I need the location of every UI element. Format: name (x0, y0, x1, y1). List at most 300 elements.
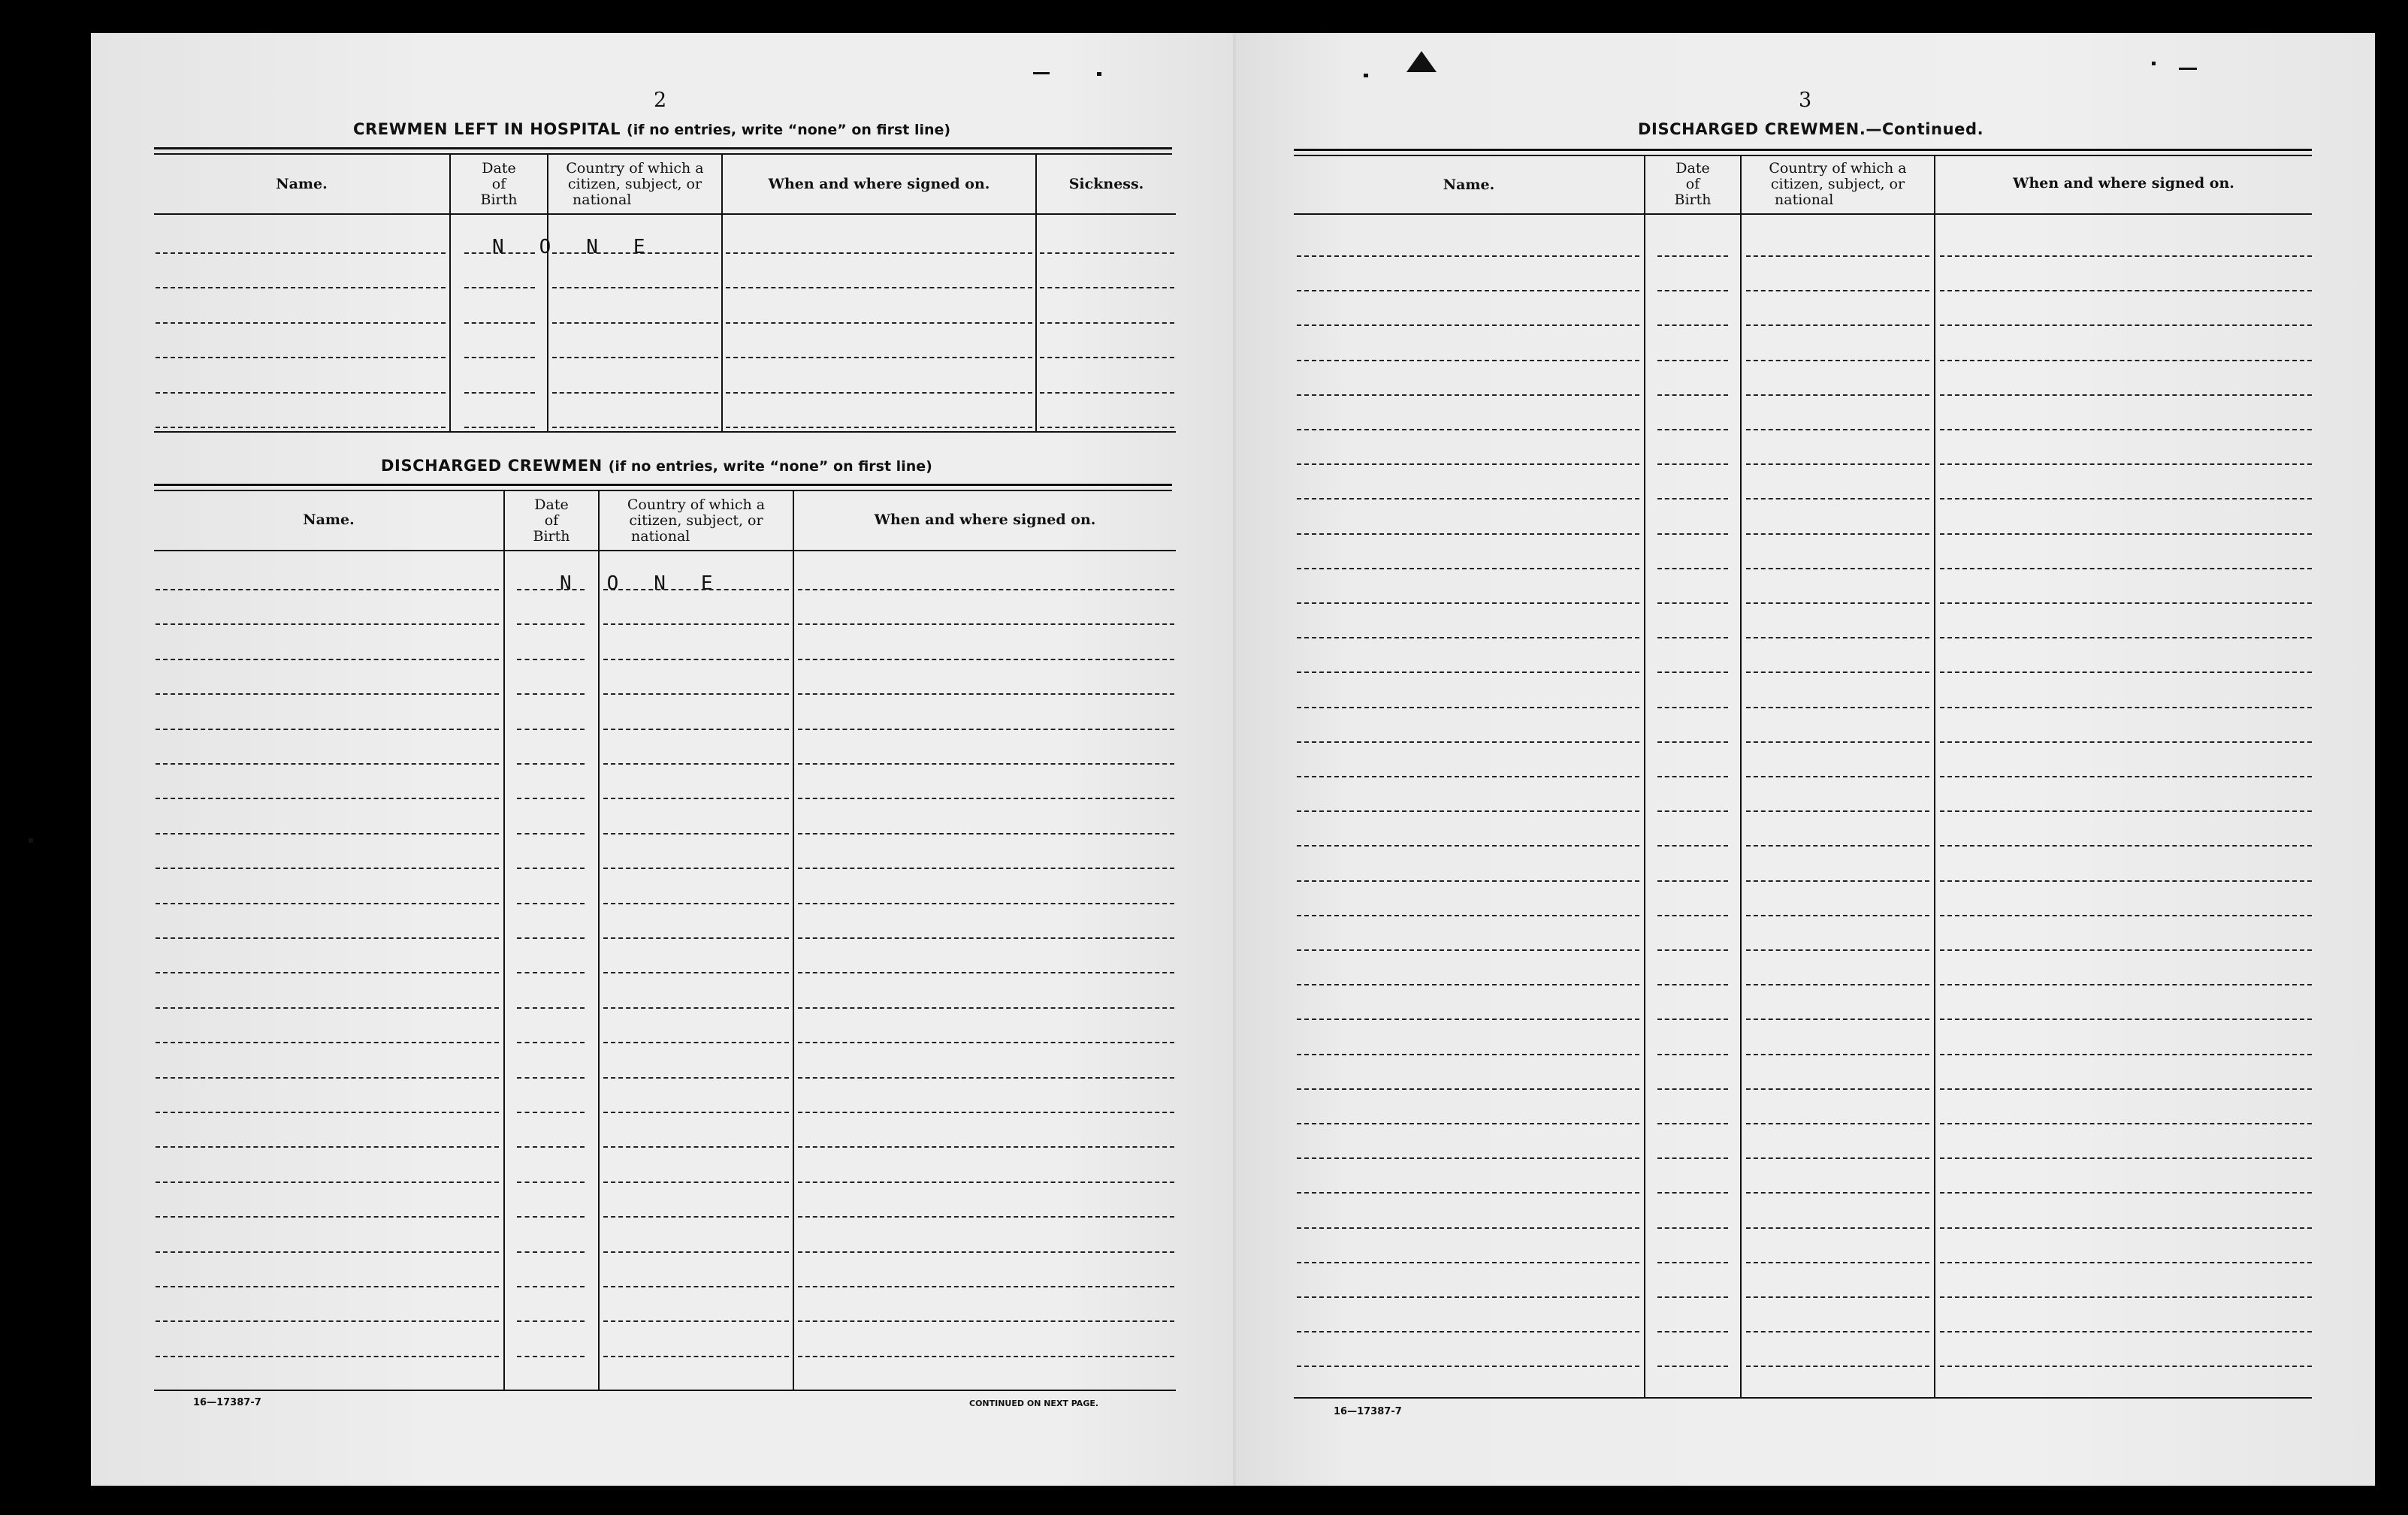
entry-line (517, 1112, 585, 1113)
entry-line (464, 392, 535, 394)
entry-line (1940, 949, 2312, 951)
entry-line (726, 322, 1032, 324)
entry-line (1657, 394, 1728, 396)
scan-speck (2179, 68, 2197, 70)
entry-line (798, 729, 1174, 730)
entry-line (156, 1182, 499, 1183)
table-bottom-rule (1294, 1397, 2312, 1399)
typed-none-entry: N O N E (560, 572, 713, 595)
entry-line (156, 392, 446, 394)
col-header-signed-on: When and where signed on. (768, 176, 990, 192)
column-divider (1035, 153, 1037, 431)
entry-line (798, 1356, 1174, 1357)
entry-line (798, 623, 1174, 625)
entry-line (1940, 1262, 2312, 1263)
table-bottom-rule (154, 431, 1176, 433)
entry-line (1657, 880, 1728, 882)
entry-line (1940, 1366, 2312, 1367)
entry-line (603, 972, 789, 973)
entry-line (156, 252, 446, 254)
scan-speck (1364, 74, 1368, 77)
entry-line (517, 1077, 585, 1079)
entry-line (1297, 429, 1639, 430)
triangle-mark-icon (1405, 50, 1438, 75)
entry-line (1746, 1262, 1929, 1263)
entry-line (798, 1320, 1174, 1322)
entry-line (603, 623, 789, 625)
entry-line (1940, 810, 2312, 812)
entry-line (1297, 394, 1639, 396)
entry-line (1940, 671, 2312, 673)
entry-line (798, 833, 1174, 834)
entry-line (1657, 498, 1728, 499)
entry-line (156, 903, 499, 904)
entry-line (1940, 707, 2312, 708)
entry-line (517, 833, 585, 834)
entry-line (1940, 1157, 2312, 1159)
entry-line (798, 1077, 1174, 1079)
entry-line (1940, 394, 2312, 396)
discharged-title-note: (if no entries, write “none” on first line) (608, 458, 932, 475)
entry-line (1746, 1088, 1929, 1090)
right-page (1234, 33, 2375, 1486)
entry-line (552, 287, 718, 288)
entry-line (156, 937, 499, 939)
entry-line (1940, 984, 2312, 985)
entry-line (156, 1042, 499, 1043)
entry-line (1940, 429, 2312, 430)
entry-line (1746, 290, 1929, 291)
entry-line (726, 427, 1032, 428)
entry-line (603, 693, 789, 695)
entry-line (1940, 637, 2312, 638)
entry-line (1940, 776, 2312, 777)
entry-line (726, 287, 1032, 288)
entry-line (517, 1042, 585, 1043)
entry-line (798, 1146, 1174, 1148)
scan-speck (29, 838, 33, 843)
entry-line (1940, 1123, 2312, 1124)
entry-line (1746, 845, 1929, 847)
entry-line (517, 1146, 585, 1148)
entry-line (1297, 915, 1639, 916)
entry-line (1297, 776, 1639, 777)
col-header-name: Name. (303, 512, 355, 528)
entry-line (1940, 463, 2312, 465)
entry-line (1940, 915, 2312, 916)
entry-line (1297, 1331, 1639, 1332)
entry-line (517, 903, 585, 904)
entry-line (798, 1216, 1174, 1218)
entry-line (517, 1007, 585, 1009)
col-header-date-of-birth: Date of Birth (1674, 160, 1712, 208)
continued-note: CONTINUED ON NEXT PAGE. (969, 1399, 1099, 1408)
entry-line (1657, 1123, 1728, 1124)
entry-line (1746, 810, 1929, 812)
column-divider (1740, 155, 1742, 1397)
entry-line (552, 357, 718, 358)
entry-line (603, 763, 789, 765)
entry-line (1657, 1296, 1728, 1298)
entry-line (1297, 602, 1639, 604)
entry-line (1297, 498, 1639, 499)
entry-line (603, 903, 789, 904)
entry-line (1746, 880, 1929, 882)
entry-line (1940, 602, 2312, 604)
scan-speck (1097, 72, 1101, 76)
entry-line (1746, 637, 1929, 638)
entry-line (1746, 1019, 1929, 1020)
table-top-rule (154, 147, 1172, 149)
col-header-country: Country of which a citizen, subject, or national (1769, 160, 1907, 208)
entry-line (156, 1112, 499, 1113)
entry-line (1746, 1331, 1929, 1332)
column-divider (1934, 155, 1935, 1397)
entry-line (798, 868, 1174, 869)
entry-line (1657, 1366, 1728, 1367)
entry-line (798, 798, 1174, 799)
entry-line (798, 1182, 1174, 1183)
entry-line (1940, 568, 2312, 569)
entry-line (156, 1077, 499, 1079)
column-divider (598, 490, 600, 1390)
entry-line (156, 833, 499, 834)
entry-line (156, 589, 499, 590)
entry-line (552, 392, 718, 394)
entry-line (1297, 1019, 1639, 1020)
entry-line (156, 729, 499, 730)
entry-line (798, 937, 1174, 939)
entry-line (1746, 1366, 1929, 1367)
entry-line (603, 833, 789, 834)
entry-line (517, 798, 585, 799)
entry-line (1297, 1088, 1639, 1090)
entry-line (1297, 949, 1639, 951)
entry-line (603, 729, 789, 730)
entry-line (1657, 463, 1728, 465)
entry-line (1657, 1331, 1728, 1332)
entry-line (1940, 1054, 2312, 1055)
table-top-rule (154, 484, 1172, 486)
entry-line (798, 1251, 1174, 1253)
entry-line (517, 729, 585, 730)
column-divider (793, 490, 794, 1390)
entry-line (1746, 1296, 1929, 1298)
entry-line (1040, 392, 1174, 394)
entry-line (1657, 602, 1728, 604)
entry-line (1297, 1296, 1639, 1298)
entry-line (1657, 290, 1728, 291)
entry-line (156, 693, 499, 695)
entry-line (464, 322, 535, 324)
entry-line (1657, 568, 1728, 569)
typed-none-entry: N O N E (492, 236, 645, 258)
entry-line (1746, 1227, 1929, 1229)
hospital-title-text: CREWMEN LEFT IN HOSPITAL (353, 120, 621, 138)
entry-line (156, 1320, 499, 1322)
entry-line (1657, 533, 1728, 535)
table-bottom-rule (154, 1390, 1176, 1391)
entry-line (1940, 498, 2312, 499)
entry-line (156, 659, 499, 660)
entry-line (798, 1112, 1174, 1113)
entry-line (1746, 1192, 1929, 1194)
entry-line (1297, 741, 1639, 743)
table-top-rule (1294, 155, 2312, 156)
entry-line (603, 1320, 789, 1322)
entry-line (1657, 429, 1728, 430)
entry-line (517, 659, 585, 660)
entry-line (156, 1216, 499, 1218)
entry-line (464, 252, 535, 254)
entry-line (1746, 776, 1929, 777)
entry-line (603, 1216, 789, 1218)
entry-line (1297, 1262, 1639, 1263)
entry-line (1297, 1123, 1639, 1124)
discharged-section-title (381, 457, 932, 475)
column-divider (1644, 155, 1645, 1397)
entry-line (517, 1286, 585, 1287)
entry-line (156, 763, 499, 765)
entry-line (1657, 255, 1728, 257)
discharged-title-text: DISCHARGED CREWMEN (381, 457, 603, 475)
entry-line (1746, 1123, 1929, 1124)
entry-line (1297, 1192, 1639, 1194)
entry-line (1657, 1262, 1728, 1263)
col-header-name: Name. (1443, 177, 1495, 193)
entry-line (798, 589, 1174, 590)
entry-line (1657, 1192, 1728, 1194)
entry-line (1746, 324, 1929, 326)
col-header-date-of-birth: Date of Birth (533, 496, 570, 545)
entry-line (517, 763, 585, 765)
column-divider (721, 153, 723, 431)
entry-line (156, 623, 499, 625)
form-number: 16—17387-7 (1334, 1406, 1402, 1417)
entry-line (1657, 637, 1728, 638)
form-number: 16—17387-7 (193, 1397, 261, 1408)
entry-line (1657, 671, 1728, 673)
entry-line (798, 903, 1174, 904)
entry-line (798, 1007, 1174, 1009)
entry-line (517, 1251, 585, 1253)
entry-line (1940, 360, 2312, 361)
entry-line (156, 1286, 499, 1287)
entry-line (1657, 810, 1728, 812)
scan-speck (1033, 72, 1050, 74)
entry-line (1297, 880, 1639, 882)
entry-line (726, 252, 1032, 254)
entry-line (156, 287, 446, 288)
entry-line (726, 392, 1032, 394)
entry-line (517, 623, 585, 625)
entry-line (517, 868, 585, 869)
hospital-section-title (353, 120, 950, 138)
entry-line (464, 287, 535, 288)
entry-line (156, 972, 499, 973)
header-bottom-rule (154, 550, 1176, 551)
page-gutter (1233, 33, 1236, 1486)
entry-line (1940, 741, 2312, 743)
entry-line (1746, 1157, 1929, 1159)
hospital-title-note: (if no entries, write “none” on first line) (627, 122, 951, 138)
entry-line (1297, 637, 1639, 638)
entry-line (1297, 324, 1639, 326)
entry-line (1746, 394, 1929, 396)
entry-line (1297, 1366, 1639, 1367)
entry-line (1040, 427, 1174, 428)
left-page (91, 33, 1234, 1486)
entry-line (798, 763, 1174, 765)
entry-line (1297, 360, 1639, 361)
header-bottom-rule (154, 213, 1176, 215)
entry-line (1297, 533, 1639, 535)
entry-line (603, 1356, 789, 1357)
entry-line (1940, 255, 2312, 257)
entry-line (1940, 1331, 2312, 1332)
entry-line (517, 1320, 585, 1322)
entry-line (552, 252, 718, 254)
entry-line (1297, 671, 1639, 673)
entry-line (603, 1007, 789, 1009)
entry-line (1657, 324, 1728, 326)
entry-line (1297, 1054, 1639, 1055)
entry-line (464, 357, 535, 358)
entry-line (1657, 1157, 1728, 1159)
entry-line (1657, 984, 1728, 985)
entry-line (603, 589, 789, 590)
table-top-rule (154, 490, 1172, 491)
entry-line (1746, 602, 1929, 604)
entry-line (603, 1286, 789, 1287)
entry-line (1746, 463, 1929, 465)
entry-line (1746, 498, 1929, 499)
entry-line (517, 937, 585, 939)
entry-line (603, 1077, 789, 1079)
col-header-signed-on: When and where signed on. (2013, 175, 2234, 192)
entry-line (156, 1007, 499, 1009)
entry-line (1657, 915, 1728, 916)
col-header-date-of-birth: Date of Birth (480, 160, 518, 208)
entry-line (1657, 360, 1728, 361)
entry-line (1297, 845, 1639, 847)
entry-line (517, 972, 585, 973)
entry-line (1297, 707, 1639, 708)
entry-line (517, 589, 585, 590)
scan-speck (2152, 62, 2156, 65)
entry-line (1040, 287, 1174, 288)
entry-line (1746, 1054, 1929, 1055)
entry-line (1746, 741, 1929, 743)
entry-line (603, 868, 789, 869)
entry-line (603, 1146, 789, 1148)
entry-line (1940, 324, 2312, 326)
entry-line (603, 1251, 789, 1253)
entry-line (464, 427, 535, 428)
entry-line (1297, 1227, 1639, 1229)
entry-line (156, 868, 499, 869)
entry-line (1040, 357, 1174, 358)
page-number: 3 (1799, 89, 1812, 112)
entry-line (1657, 1019, 1728, 1020)
entry-line (1657, 1227, 1728, 1229)
entry-line (1940, 1296, 2312, 1298)
entry-line (798, 693, 1174, 695)
entry-line (1940, 1192, 2312, 1194)
entry-line (603, 1112, 789, 1113)
column-divider (503, 490, 505, 1390)
entry-line (1746, 255, 1929, 257)
col-header-country: Country of which a citizen, subject, or national (566, 160, 704, 208)
entry-line (1040, 322, 1174, 324)
entry-line (603, 659, 789, 660)
entry-line (156, 1251, 499, 1253)
entry-line (1746, 429, 1929, 430)
entry-line (1657, 741, 1728, 743)
entry-line (1657, 707, 1728, 708)
entry-line (603, 1182, 789, 1183)
entry-line (156, 427, 446, 428)
entry-line (1746, 707, 1929, 708)
entry-line (603, 1042, 789, 1043)
entry-line (1657, 845, 1728, 847)
entry-line (1657, 1088, 1728, 1090)
entry-line (1940, 1019, 2312, 1020)
entry-line (1746, 533, 1929, 535)
entry-line (1297, 984, 1639, 985)
page-number: 2 (654, 89, 667, 112)
entry-line (156, 357, 446, 358)
entry-line (1297, 1157, 1639, 1159)
entry-line (1297, 810, 1639, 812)
entry-line (552, 322, 718, 324)
table-top-rule (154, 153, 1172, 155)
entry-line (1657, 776, 1728, 777)
entry-line (156, 322, 446, 324)
entry-line (1940, 880, 2312, 882)
entry-line (517, 1216, 585, 1218)
entry-line (1657, 1054, 1728, 1055)
entry-line (156, 798, 499, 799)
entry-line (1940, 1088, 2312, 1090)
entry-line (603, 937, 789, 939)
table-top-rule (1294, 149, 2312, 151)
entry-line (798, 1286, 1174, 1287)
entry-line (1746, 671, 1929, 673)
col-header-country: Country of which a citizen, subject, or national (627, 496, 766, 545)
entry-line (1940, 845, 2312, 847)
entry-line (1940, 533, 2312, 535)
entry-line (798, 1042, 1174, 1043)
entry-line (1297, 463, 1639, 465)
entry-line (517, 1356, 585, 1357)
discharged-continued-title: DISCHARGED CREWMEN.—Continued. (1638, 120, 1984, 138)
entry-line (156, 1146, 499, 1148)
col-header-name: Name. (276, 176, 328, 192)
entry-line (1746, 915, 1929, 916)
entry-line (1746, 984, 1929, 985)
entry-line (1940, 1227, 2312, 1229)
header-bottom-rule (1294, 213, 2312, 215)
entry-line (1297, 568, 1639, 569)
entry-line (517, 1182, 585, 1183)
entry-line (726, 357, 1032, 358)
entry-line (798, 972, 1174, 973)
entry-line (1746, 949, 1929, 951)
entry-line (1657, 949, 1728, 951)
entry-line (156, 1356, 499, 1357)
entry-line (1297, 255, 1639, 257)
